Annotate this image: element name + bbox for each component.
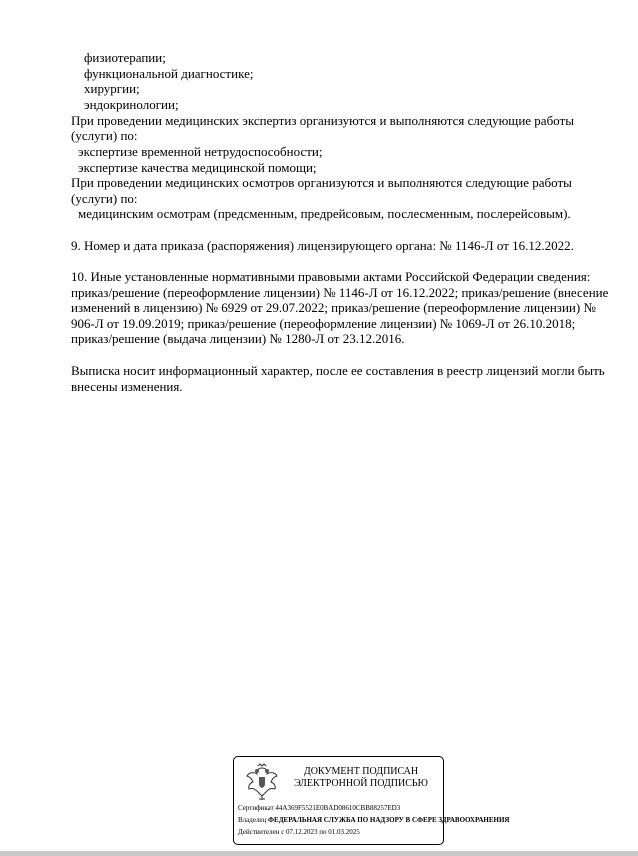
text-line: функциональной диагностике; bbox=[84, 66, 254, 81]
text-line: физиотерапии; bbox=[84, 50, 166, 65]
text-line: медицинским осмотрам (предсменным, предрейсовым, послесменным, послерейсовым). bbox=[78, 206, 571, 221]
page-bottom-edge bbox=[0, 851, 638, 856]
text-line: 906-Л от 19.09.2019; приказ/решение (переоформление лицензии) № 1069-Л от 26.10.2018; bbox=[71, 316, 576, 331]
text-line: экспертизе временной нетрудоспособности; bbox=[78, 144, 323, 159]
stamp-owner-value: ФЕДЕРАЛЬНАЯ СЛУЖБА ПО НАДЗОРУ В СФЕРЕ ЗДРАВООХРАНЕНИЯ bbox=[268, 816, 510, 824]
text-line: экспертизе качества медицинской помощи; bbox=[78, 160, 317, 175]
text-line: эндокринологии; bbox=[84, 97, 179, 112]
stamp-certificate: Сертификат 44A369F5521E0BAD08610CBB88257ED3 bbox=[238, 804, 401, 812]
coat-of-arms-icon bbox=[244, 762, 280, 802]
text-line: приказ/решение (выдача лицензии) № 1280-Л от 23.12.2016. bbox=[71, 331, 405, 346]
text-line: При проведении медицинских экспертиз организуются и выполняются следующие работы bbox=[71, 113, 574, 128]
stamp-title-line1: ДОКУМЕНТ ПОДПИСАН bbox=[303, 766, 419, 777]
text-line: изменений в лицензию) № 6929 от 29.07.2022; приказ/решение (переоформление лицензии) № bbox=[71, 300, 596, 315]
stamp-validity: Действителен с 07.12.2023 по 01.03.2025 bbox=[238, 828, 360, 836]
text-line: 9. Номер и дата приказа (распоряжения) лицензирующего органа: № 1146-Л от 16.12.2022. bbox=[71, 238, 574, 253]
text-line: Выписка носит информационный характер, после ее составления в реестр лицензий могли быть bbox=[71, 363, 605, 378]
text-line: внесены изменения. bbox=[71, 379, 183, 394]
text-line: 10. Иные установленные нормативными правовыми актами Российской Федерации сведения: bbox=[71, 269, 591, 284]
text-line: (услуги) по: bbox=[71, 191, 138, 206]
text-line: хирургии; bbox=[84, 81, 140, 96]
text-line: (услуги) по: bbox=[71, 128, 138, 143]
text-line: приказ/решение (переоформление лицензии) № 1146-Л от 16.12.2022; приказ/решение (внесение bbox=[71, 285, 609, 300]
electronic-signature-stamp bbox=[233, 756, 510, 845]
stamp-owner bbox=[238, 816, 509, 825]
stamp-title-line2: ЭЛЕКТРОННОЙ ПОДПИСЬЮ bbox=[294, 778, 428, 789]
stamp-owner-label: Владелец bbox=[238, 816, 267, 824]
text-line: При проведении медицинских осмотров организуются и выполняются следующие работы bbox=[71, 175, 572, 190]
